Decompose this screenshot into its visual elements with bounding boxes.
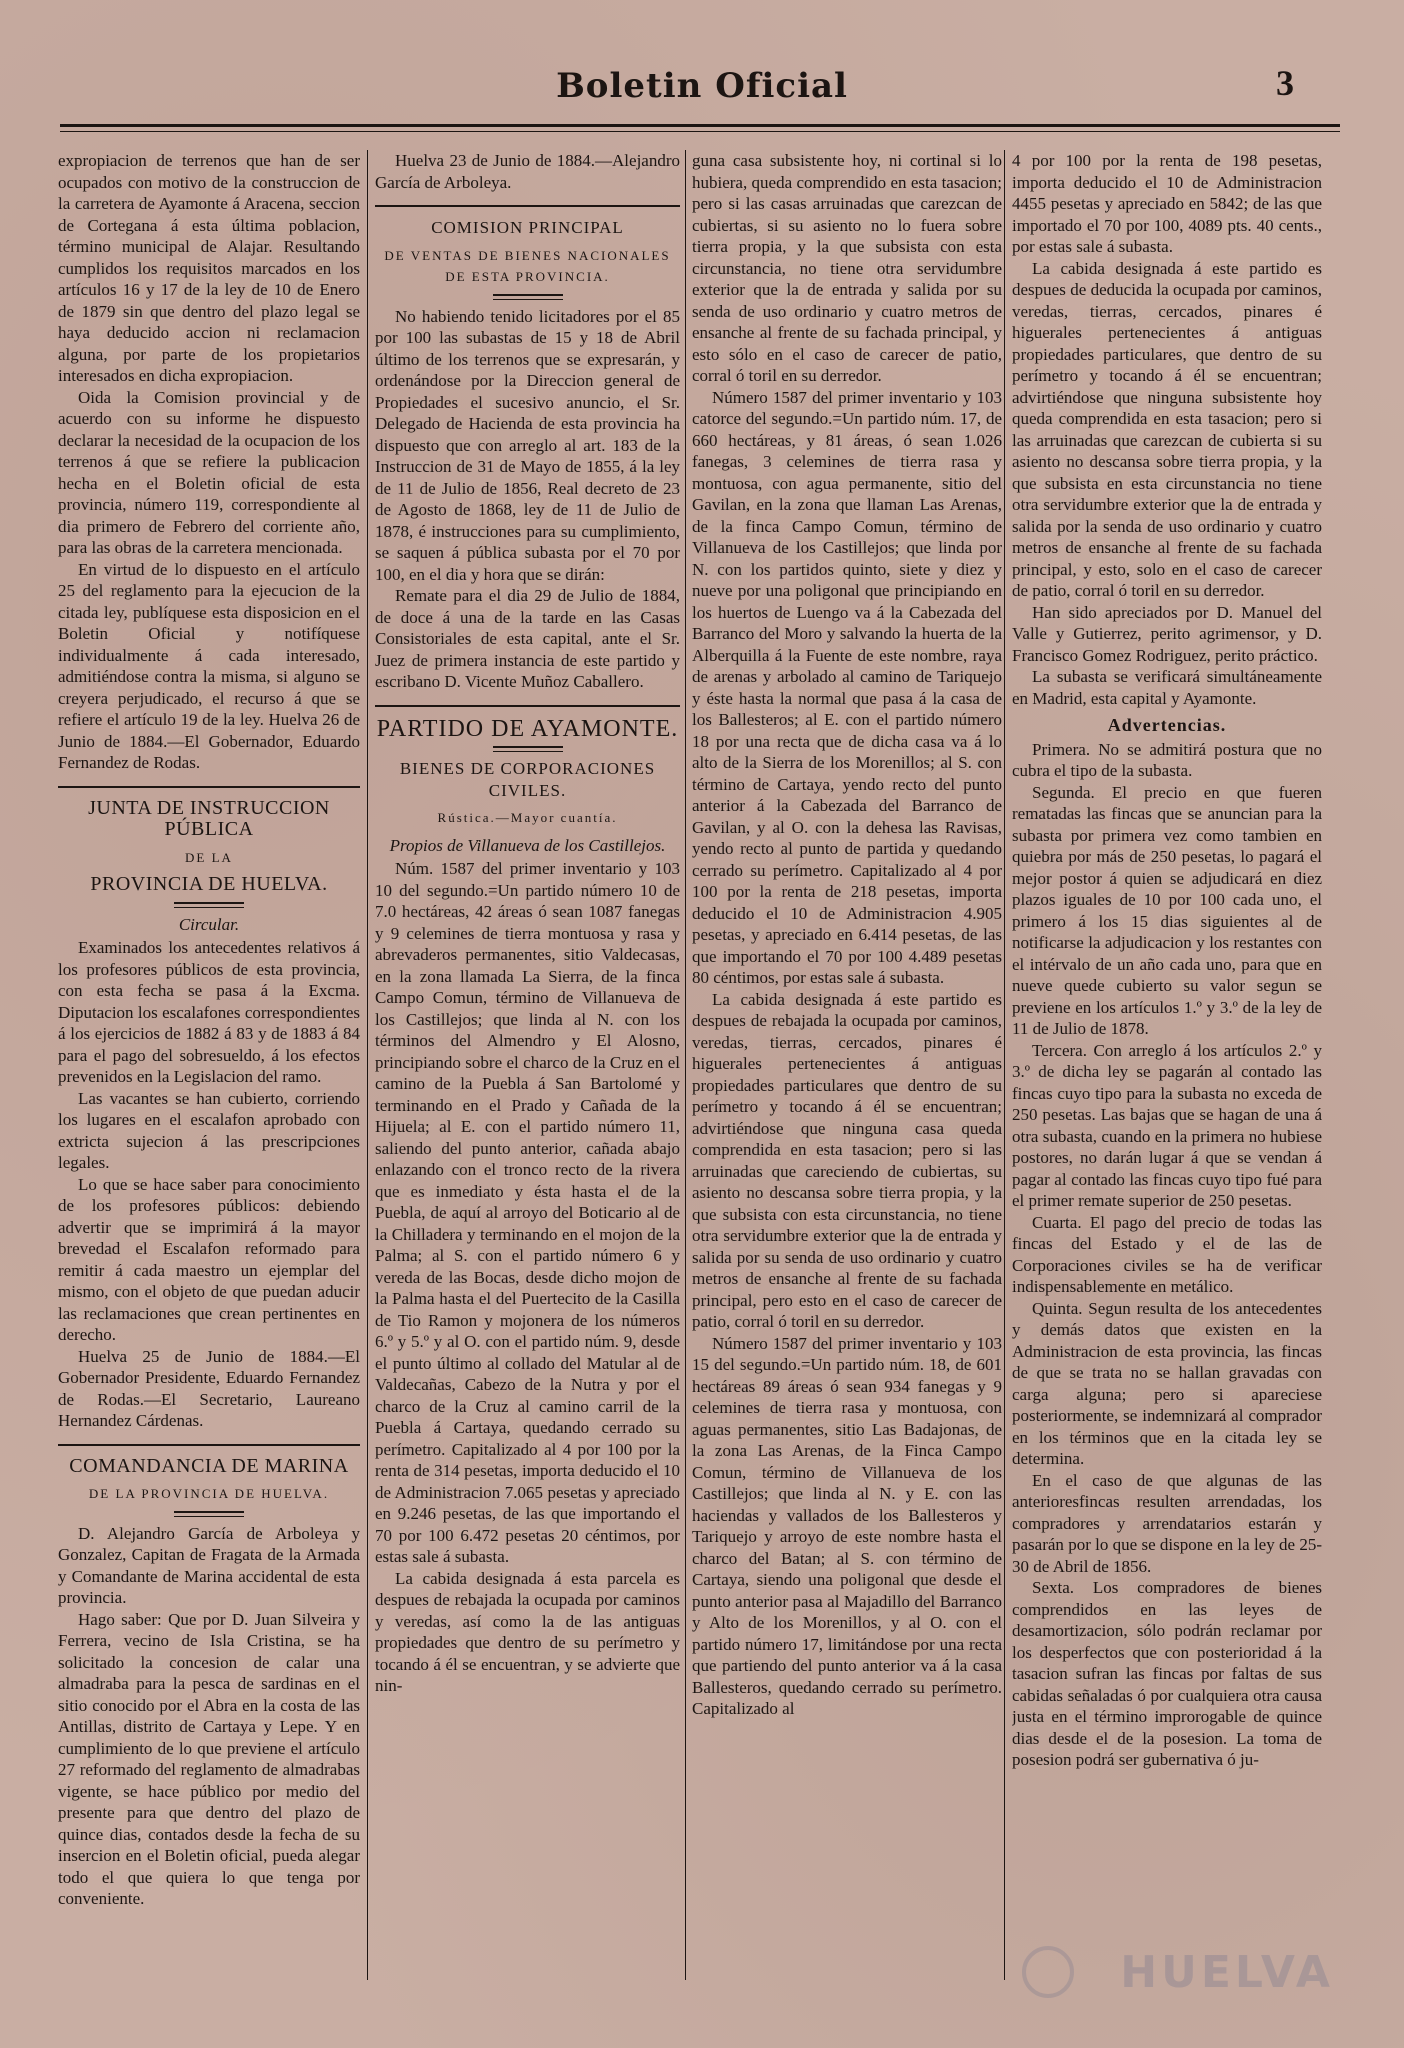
- column-3: [692, 150, 1002, 1980]
- section-subtitle: DE LA: [185, 849, 233, 865]
- section-title: COMANDANCIA DE MARINA: [69, 1454, 349, 1477]
- section-title: JUNTA DE INSTRUCCION PÚBLICA: [88, 796, 330, 840]
- paragraph: Examinados los antecedentes relativos á los profesores públicos de esta provincia, con esta fecha se pasa á la Excma. Diputacion los escalafones correspondientes á los ejercicios de 1882 á 83 y de 1883 á 84 para el pago del sobresueldo, á los efectos prevenidos en la Legislacion del ramo.: [58, 938, 360, 1086]
- column-divider: [685, 150, 686, 1980]
- section-subtitle: BIENES DE CORPORACIONES CIVILES.: [399, 759, 656, 800]
- paragraph: Quinta. Segun resulta de los antecedentes y demás datos que existen en la Administracion de esta provincia, las fincas de que se trata no se hallan gravadas con carga alguna; pero si apareciese posteriormente, se indemnizará al comprador en los términos que en la citada ley se determina.: [1012, 1298, 1322, 1468]
- paragraph: No habiendo tenido licitadores por el 85 por 100 las subastas de 15 y 18 de Abril último de los terrenos que se expresarán, y ordenándose por la Direccion general de Propiedades el sucesivo anuncio, el Sr. Delegado de Hacienda de esta provincia ha dispuesto que con arreglo al art. 183 de la Instruccion de 31 de Mayo de 1855, á la ley de 11 de Julio de 1856, Real decreto de 23 de Agosto de 1868, ley de 11 de Julio de 1878, é instrucciones para su cumplimiento, se saquen á pública subasta por el 70 por 100, en el dia y hora que se dirán:: [375, 306, 680, 584]
- paragraph: expropiacion de terrenos que han de ser ocupados con motivo de la construccion de la carretera de Ayamonte á Aracena, seccion de Cortegana á esta última poblacion, término municipal de Alajar. Resultando cumplidos los requisitos marcados en los artículos 16 y 17 de la ley de 10 de Enero de 1879 sin que dentro del plazo legal se haya deducido accion ni reclamacion alguna, por parte de los propietarios interesados en dicha expropiacion.: [58, 151, 360, 385]
- signature: Huelva 23 de Junio de 1884.—Alejandro García de Arboleya.: [375, 151, 680, 192]
- paragraph: D. Alejandro García de Arboleya y Gonzalez, Capitan de Fragata de la Armada y Comandante de Marina accidental de esta provincia.: [58, 1523, 360, 1607]
- paragraph: Remate para el dia 29 de Julio de 1884, de doce á una de la tarde en las Casas Consistoriales de esta capital, ante el Sr. Juez de primera instancia de este partido y escribano D. Vicente Muñoz Caballero.: [375, 586, 680, 691]
- column-2: [375, 150, 680, 1980]
- page-number: 3: [1276, 63, 1294, 103]
- watermark-logo-icon: [1022, 1946, 1074, 1998]
- section-rule: [375, 205, 680, 207]
- column-divider: [367, 150, 368, 1980]
- paragraph: 4 por 100 por la renta de 198 pesetas, importa deducido el 10 de Administracion 4455 pesetas y apreciado en 5842; de las que importado el 70 por 100, 4089 pts. 40 cents., por estas sale á subasta.: [1012, 151, 1322, 256]
- watermark: HUELVA: [1120, 1947, 1334, 1998]
- paragraph: Las vacantes se han cubierto, corriendo los lugares en el escalafon aprobado con extricta sujecion á las prescripciones legales.: [58, 1088, 360, 1172]
- paragraph: En virtud de lo dispuesto en el artículo 25 del reglamento para la ejecucion de la citada ley, publíquese esta disposicion en el Boletin Oficial y notifíquese individualmente á cada interesado, admitiéndose contra la misma, si alguno se creyera perjudicado, el recurso á que se refiere el artículo 19 de la ley. Huelva 26 de Junio de 1884.—El Gobernador, Eduardo Fernandez de Rodas.: [58, 559, 360, 772]
- paragraph: La subasta se verificará simultáneamente en Madrid, esta capital y Ayamonte.: [1012, 667, 1322, 708]
- column-1: [58, 150, 360, 1980]
- paragraph: Sexta. Los compradores de bienes comprendidos en las leyes de desamortizacion, sólo podrán reclamar por los desperfectos que con posterioridad á la tasacion sufran las fincas por faltas de sus cabidas señaladas ó por cualquiera otra causa justa en el término improrogable de quince dias desde el de la posesion. La toma de posesion podrá ser gubernativa ó ju-: [1012, 1578, 1322, 1769]
- section-rule: [58, 786, 360, 788]
- paragraph: La cabida designada á este partido es despues de rebajada la ocupada por caminos, veredas, tierras, cercados, pinares é higuerales pertenecientes á antiguas propiedades particulares que dentro de su perímetro y tocando á él se encuentran; advirtiéndose que ninguna casa queda comprendida en esta tasacion; pero si las arruinadas que careciendo de cubiertas, su asiento no descansa sobre tierra propia, y la que subsista con esta circunstancia, no tiene otra servidumbre exterior que la de entrada y salida por su senda de uso ordinario y cuatro metros de ensanche al frente de su fachada principal, pero esto en el caso de carecer de patio, corral ó toril en su derredor.: [692, 989, 1002, 1331]
- paragraph: Hago saber: Que por D. Juan Silveira y Ferrera, vecino de Isla Cristina, se ha solicitado la concesion de calar una almadraba para la pesca de sardinas en el sitio conocido por el Abra en la costa de las Antillas, distrito de Cartaya y Lepe. Y en cumplimiento de lo que previene el artículo 27 reformado del reglamento de almadrabas vigente, se hace público por medio del presente para que dentro del plazo de quince dias, contados desde la fecha de su insercion en el Boletin oficial, pueda alegar todo el que quiera lo que tenga por conveniente.: [58, 1609, 360, 1908]
- paragraph: La cabida designada á esta parcela es despues de rebajada la ocupada por caminos y veredas, así como la de las antiguas propiedades que dentro de su perímetro y tocando á él se encuentran, y se advierte que nin-: [375, 1568, 680, 1695]
- paragraph: Han sido apreciados por D. Manuel del Valle y Gutierrez, perito agrimensor, y D. Francisco Gomez Rodriguez, perito práctico.: [1012, 602, 1322, 665]
- section-subtitle: Rústica.—Mayor cuantía.: [437, 810, 618, 825]
- separator: [493, 746, 563, 752]
- separator: [493, 294, 563, 300]
- header-rule: [60, 124, 1340, 127]
- paragraph: En el caso de que algunas de las anterioresfincas resulten arrendadas, los compradores y arrendatarios estarán y pasarán por lo que se dispone en la ley de 25-30 de Abril de 1856.: [1012, 1470, 1322, 1576]
- paragraph: Segunda. El precio en que fueren rematadas las fincas que se anuncian para la subasta por primera vez como tambien en quiebra por más de 250 pesetas, lo pagará el mejor postor á quien se adjudicará en diez plazos iguales de 10 por 100 cada uno, el primero á los 15 dias siguientes al de notificarse la adjudicacion y los restantes con el intérvalo de un año cada uno, para que en nueve quede cubierto su valor segun se previene en los artículos 1.º y 3.º de la ley de 11 de Julio de 1878.: [1012, 782, 1322, 1038]
- section-subtitle: PROVINCIA DE HUELVA.: [90, 873, 328, 895]
- paragraph: Número 1587 del primer inventario y 103 15 del segundo.=Un partido núm. 18, de 601 hectáreas 89 áreas ó sean 934 fanegas y 9 celemines de tierra rasa y montuosa, con aguas permanentes, sitio Las Badajonas, de la zona Las Arenas, de la Finca Campo Comun, término de Villanueva de los Castillejos; que linda al N. y E. con las haciendas y vallados de los Ballesteros y Tariquejo y arroyo de este nombre hasta el charco del Batan; al S. con término de Cartaya, siendo una poligonal que desde el punto anterior pasa al Majadillo del Barranco y Alto de los Morenillos, y al O. con el partido número 17, limitándose por una recta que partiendo del punto anterior va á la casa Ballesteros, quedando cerrado su perímetro. Capitalizado al: [692, 1333, 1002, 1718]
- section-title: COMISION PRINCIPAL: [431, 218, 624, 237]
- section-rule: [58, 1444, 360, 1446]
- section-label: Propios de Villanueva de los Castillejos.: [389, 835, 666, 855]
- paragraph: Primera. No se admitirá postura que no cubra el tipo de la subasta.: [1012, 739, 1322, 780]
- section-rule: [375, 705, 680, 707]
- section-subtitle: DE LA PROVINCIA DE HUELVA.: [88, 1486, 330, 1501]
- signature: Huelva 25 de Junio de 1884.—El Gobernador Presidente, Eduardo Fernandez de Rodas.—El Secretario, Laureano Hernandez Cárdenas.: [58, 1346, 360, 1430]
- header-rule-thin: [60, 131, 1340, 132]
- column-divider: [1004, 150, 1005, 1980]
- separator: [174, 1511, 244, 1517]
- column-4: [1012, 150, 1322, 1980]
- newspaper-title: Boletin Oficial: [556, 66, 848, 106]
- paragraph: Núm. 1587 del primer inventario y 103 10 del segundo.=Un partido número 10 de 7.0 hectáreas, 42 áreas ó sean 1087 fanegas y 9 celemines de tierra montuosa y rasa y abrevaderos permanentes, sitio Valdecasas, en la zona llamada La Sierra, de la finca Campo Comun, término de Villanueva de los Castillejos; que linda al N. con los términos del Almendro y El Alosno, principiando sobre el charco de la Cruz en el camino de la Puebla á San Bartolomé y terminando en el Prado y Cañada de la Hijuela; al E. con el partido número 11, saliendo del punto anterior, cañada abajo enlazando con el tronco recto de la rivera que es inmediato y ésta hasta el de la Puebla, de aquí al arroyo del Boticario al de la Chilladera y terminando en el mojon de la Palma; al S. con el partido número 6 y vereda de las Bocas, desde dicho mojon de la Palma hasta el del Puertecito de la Casilla de Tio Ramon y mojonera de los números 6.º y 5.º y al O. con el partido núm. 9, desde el punto último al collado del Matular al de Valdecañas, Cabezo de la Nutra y por el charco de la Cruz al camino carril de la Puebla á Cartaya, quedando cerrado su perímetro. Capitalizado al 4 por 100 por la renta de 314 pesetas, importa deducido el 10 de Administracion 7.065 pesetas y apreciado en 9.246 pesetas, de las que importando el 70 por 100 6.472 pesetas 20 céntimos, por estas sale á subasta.: [375, 859, 680, 1566]
- paragraph: Oida la Comision provincial y de acuerdo con su informe he dispuesto declarar la necesidad de la ocupacion de los terrenos á que se refiere la publicacion hecha en el Boletin oficial de esta provincia, número 119, correspondiente al dia primero de Febrero del corriente año, para las obras de la carretera mencionada.: [58, 387, 360, 557]
- paragraph: Cuarta. El pago del precio de todas las fincas del Estado y el de las de Corporaciones civiles se ha de verificar indispensablemente en metálico.: [1012, 1212, 1322, 1296]
- paragraph: guna casa subsistente hoy, ni cortinal si lo hubiera, queda comprendido en esta tasacion; pero si las casas arruinadas que carezcan de cubiertas, si su asiento no lo fuera sobre tierra propia, y la que subsista con esta circunstancia, no tiene otra servidumbre exterior que la de entrada y salida por su senda de uso ordinario y cuatro metros de ensanche al frente de su fachada principal, y esto sólo en el caso de carecer de patio, corral ó toril en su derredor.: [692, 151, 1002, 385]
- separator: [174, 902, 244, 908]
- section-title: Advertencias.: [1107, 715, 1227, 735]
- paragraph: Lo que se hace saber para conocimiento de los profesores públicos: debiendo advertir que se imprimirá á la mayor brevedad el Escalafon reformado para remitir á cada maestro un ejemplar del mismo, con el objeto de que puedan aducir las reclamaciones que crean pertinentes en derecho.: [58, 1174, 360, 1344]
- paragraph: Número 1587 del primer inventario y 103 catorce del segundo.=Un partido núm. 17, de 660 hectáreas, y 81 áreas, ó sean 1.026 fanegas, 3 celemines de tierra rasa y montuosa, con agua permanente, sitio del Gavilan, en la zona que llaman Las Arenas, de la finca Campo Comun, término de Villanueva de los Castillejos; que linda por N. con los partidos quinto, siete y diez y nueve por una poligonal que principiando en los huertos de Luengo va á la Cabezada del Barranco del Moro y salvando la huerta de la Alberquilla á la Fuente de este nombre, raya de arenas y arbolado al camino de Tariquejo y éste hasta la normal que pasa á la casa de los Ballesteros; al E. con el partido número 18 por una recta que de dicha casa va á lo alto de la Sierra de los Morenillos; al S. con término de Cartaya, yendo recto del punto anterior á la Cabezada del Barranco de Gavilan, y al O. con la dehesa las Ravisas, yendo recto al punto de partida y quedando cerrado su perímetro. Capitalizado al 4 por 100 por la renta de 218 pesetas, importa deducido el 10 de Administracion 4.905 pesetas, y apreciado en 6.414 pesetas, de las que importando el 70 por 100 4.489 pesetas 80 céntimos, por estas sale á subasta.: [692, 387, 1002, 987]
- section-title: PARTIDO DE AYAMONTE.: [376, 715, 679, 742]
- paragraph: Tercera. Con arreglo á los artículos 2.º y 3.º de dicha ley se pagarán al contado las fincas cuyo tipo para la subasta no exceda de 250 pesetas. Las bajas que se hagan de una á otra subasta, cuando en la primera no hubiese postores, no darán lugar á que se vendan á pagar al contado las fincas cuyo tipo fué para el primer remate superior de 250 pesetas.: [1012, 1040, 1322, 1210]
- section-subtitle: DE VENTAS DE BIENES NACIONALES DE ESTA PROVINCIA.: [384, 247, 671, 284]
- paragraph: La cabida designada á este partido es despues de deducida la ocupada por caminos, veredas, tierras, cercados, pinares é higuerales pertenecientes á antiguas propiedades particulares, que dentro de su perímetro y tocando á él se encuentran; advirtiéndose que ninguna subsistente hoy queda comprendida en esta tasacion; pero si las arruinadas que carezcan de cubierta si su asiento no descansa sobre tierra propia, y la que subsista en esta circunstancia no tiene otra servidumbre exterior que la de entrada y salida por la senda de uso ordinario y cuatro metros de ensanche al frente de su fachada principal, y esto, solo en el caso de carecer de patio, corral ó toril en su derredor.: [1012, 258, 1322, 600]
- masthead: [0, 60, 1404, 120]
- section-label: Circular.: [178, 914, 240, 934]
